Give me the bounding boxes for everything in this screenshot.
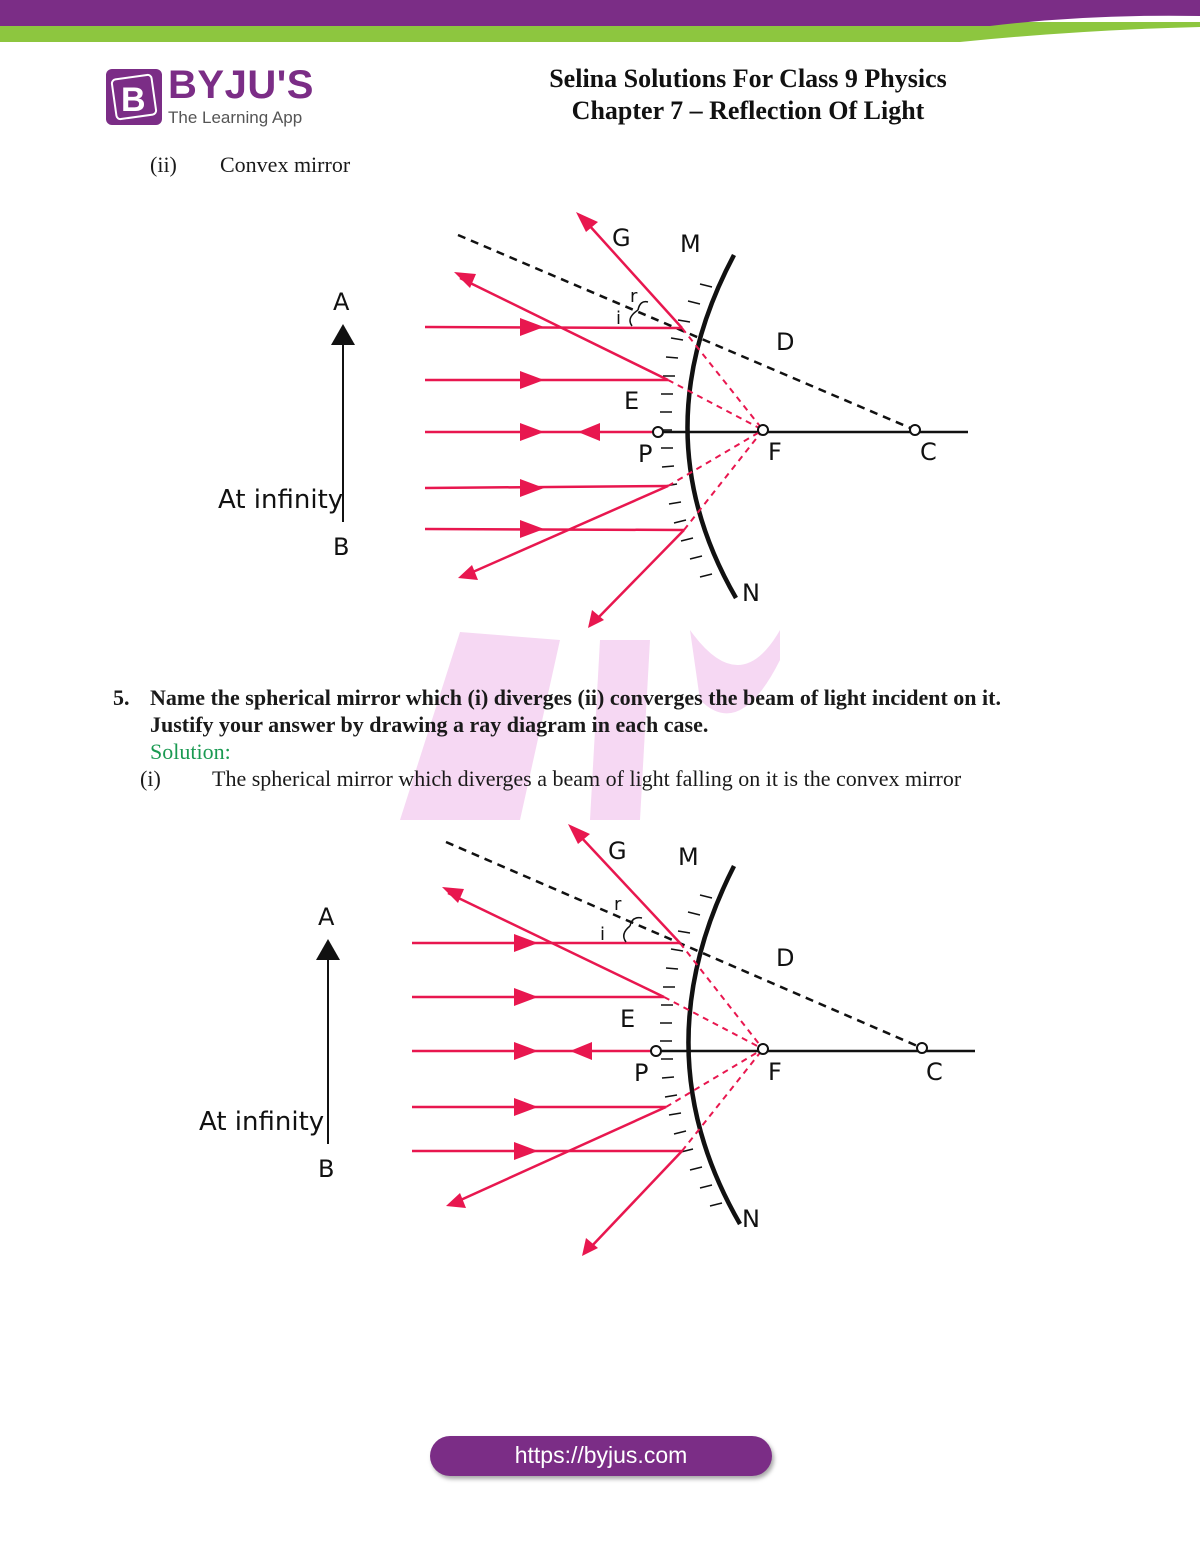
label-m-2: M bbox=[678, 843, 699, 871]
label-d-2: D bbox=[776, 944, 795, 972]
subsection-label: Convex mirror bbox=[220, 152, 351, 177]
label-m: M bbox=[680, 230, 701, 258]
question-number: 5. bbox=[113, 685, 130, 710]
label-r-2: r bbox=[614, 894, 622, 915]
website-url: https://byjus.com bbox=[514, 1442, 688, 1468]
subsection-number: (ii) bbox=[150, 152, 177, 177]
question-line-1: Name the spherical mirror which (i) diverges (ii) converges the beam of light incident on it. bbox=[150, 685, 1001, 710]
title-line-2: Chapter 7 – Reflection Of Light bbox=[571, 96, 925, 125]
object-label: At infinity bbox=[218, 485, 344, 515]
label-r: r bbox=[630, 286, 638, 307]
svg-text:B: B bbox=[121, 81, 146, 119]
label-f: F bbox=[768, 438, 782, 466]
label-e-2: E bbox=[620, 1005, 636, 1033]
label-n-2: N bbox=[742, 1205, 760, 1233]
label-n: N bbox=[742, 579, 760, 607]
label-a-2: A bbox=[318, 903, 335, 931]
label-p-2: P bbox=[634, 1059, 649, 1087]
label-f-2: F bbox=[768, 1058, 782, 1086]
label-c-2: C bbox=[926, 1058, 943, 1086]
label-b-2: B bbox=[318, 1155, 335, 1183]
label-i-2: i bbox=[600, 924, 606, 945]
logo-tagline: The Learning App bbox=[168, 108, 303, 127]
logo-name: BYJU'S bbox=[168, 63, 314, 107]
label-e: E bbox=[624, 387, 640, 415]
object-label-2: At infinity bbox=[199, 1107, 325, 1137]
answer-text: The spherical mirror which diverges a beam of light falling on it is the convex mirror bbox=[212, 766, 962, 791]
label-g: G bbox=[612, 224, 631, 252]
title-line-1: Selina Solutions For Class 9 Physics bbox=[549, 64, 947, 93]
website-link[interactable] bbox=[430, 1436, 772, 1476]
answer-number: (i) bbox=[140, 766, 161, 791]
question-line-2: Justify your answer by drawing a ray diagram in each case. bbox=[150, 712, 709, 737]
label-c: C bbox=[920, 438, 937, 466]
solution-label: Solution: bbox=[150, 739, 231, 764]
label-a: A bbox=[333, 288, 350, 316]
label-b: B bbox=[333, 533, 350, 561]
label-d: D bbox=[776, 328, 795, 356]
label-i: i bbox=[616, 308, 622, 329]
label-p: P bbox=[638, 440, 653, 468]
label-g-2: G bbox=[608, 837, 627, 865]
